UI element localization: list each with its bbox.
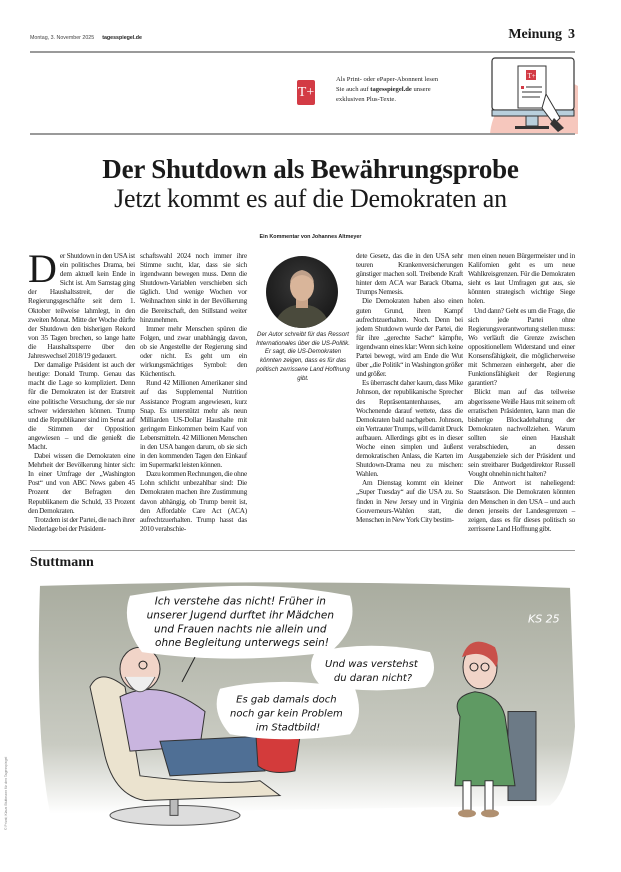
article-column-2 [140,252,247,534]
site-link[interactable]: tagesspiegel.de [102,35,142,41]
issue-date: Montag, 3. November 2025 [30,35,95,41]
bubble-line: unserer Jugend durftet ihr Mädchen [146,609,335,622]
author-caption: Der Autor schreibt für das Ressort Internationales über die US-Politik. Er sagt, die US-Demokraten könnten zeigen, dass es für das politisch zerrissene Land Hoffnung gibt. [256,331,350,382]
paragraph: schaftswahl 2024 noch immer ihre Stimme sucht, klar, dass sie sich irgendwann bewegen muss. Denn die Shutdown-Variablen verschieben sich täglich. Und wenige Wochen vor Weihnachten sinkt in der Bevölkerung die Bereitschaft, den Stillstand weiter hinzunehmen. [140,252,247,324]
epaper-illustration-icon [460,56,578,134]
drop-cap: D [28,246,57,291]
svg-text:Ich verstehe das nicht! Früher [147,596,338,649]
paragraph: Dazu kommen Rechnungen, die ohne Lohn schlicht unbezahlbar sind: Die Demokraten machen ihre Zustimmung davon abhängig, ob Trump bereit ist, den Affordable Care Act (ACA) aufrechtzuerhalten. Trump hasst das 2010 verabschie- [140,470,247,533]
bubble-line: du daran nicht? [333,672,413,684]
author-photo [266,256,338,328]
paragraph: Trotzdem ist der Partei, die nach ihrer Niederlage bei der Präsident- [28,515,135,533]
promo-line: Als Print- oder ePaper-Abonnent lesen [336,76,439,83]
paragraph: Und dann? Geht es um die Frage, die sich jede Partei ohne Regierungsverantwortung stellen muss: Wo verläuft die Grenze zwischen oppositionellem Widerstand und einer Konsensfähigkeit, die möglicherweise mit Schmerzen einhergeht, aber die Funktionsfähigkeit der Regierung garantiert? [468,306,575,388]
tplus-logo-icon: T+ [297,80,315,105]
paragraph: Es überrascht daher kaum, dass Mike Johnson, der republikanische Sprecher des Repräsentantenhauses, am Wochenende darauf wettete, dass die Demokraten bald nachgeben. Johnson, ein Vertrauter Trumps, will damit Druck aufbauen. Allerdings gibt es in dieser Woche einen simplen und äußerst demokratischen Anlass, die Karten im Shutdown-Drama neu zu mischen: Wahlen. [356,379,463,479]
bubble-line: Ich verstehe das nicht! Früher in [154,595,326,608]
bubble-line: und Frauen nachts nie allein und [154,623,327,636]
cartoon-illustration [30,578,580,850]
article-rule [30,550,575,551]
dateline [30,35,142,41]
article-column-4 [468,252,575,534]
artist-signature: KS 25 [528,612,560,626]
promo-text-post: unsere [411,85,431,93]
article-byline: Ein Kommentar von Johannes Altmeyer [259,234,362,240]
page-number: 3 [568,27,575,42]
paragraph: Immer mehr Menschen spüren die Folgen, und zwar unabhängig davon, ob sie Angestellte der Regierung sind oder nicht. Es geht um ein wirkungsmächtiges Symbol: den Küchentisch. [140,324,247,379]
paragraph: Rund 42 Millionen Amerikaner sind auf das Supplemental Nutrition Assistance Program angewiesen, kurz Snap. Es unterstützt mehr als neun Milliarden US-Dollar Haushalte mit geringem Einkommen beim Kauf von Lebensmitteln. 42 Millionen Menschen in den USA bangen darum, ob sie sich in den kommenden Tagen den Einkauf im Supermarkt leisten können. [140,379,247,470]
article-headline: Der Shutdown als Bewährungsprobe [102,154,519,184]
section-name: Meinung [508,27,562,42]
article-column-3 [356,252,463,525]
cartoon-title: Stuttmann [30,555,94,570]
paragraph: dete Gesetz, das die in den USA sehr teuren Krankenversicherungen günstiger machen soll. Treibende Kraft hinter dem ACA war Barack Obama, Trumps Nemesis. [356,252,463,297]
paragraph: Dabei wissen die Demokraten eine Mehrheit der Bevölkerung hinter sich: In einer Umfrage der „Washington Post“ und von ABC News gaben 45 Prozent der Befragten den Republikanern die Schuld, 33 Prozent den Demokraten. [28,452,135,515]
promo-text-pre: Sie auch auf [336,85,371,93]
bubble-line: ohne Begleitung unterwegs sein! [155,637,329,650]
promo-rule [30,133,575,135]
promo-link[interactable]: tagesspiegel.de [370,85,412,93]
paragraph: Am Dienstag kommt ein kleiner „Super Tuesday“ auf die USA zu. So finden in New Jersey und in Virginia Gouverneurs-Wahlen statt, die Menschen in New York City bestim- [356,479,463,524]
bubble-line: im Stadtbild! [255,722,321,734]
paragraph: Blickt man auf das teilweise abgerissene Weiße Haus mit seinem oft erratischen Präsidenten, kann man die bisherige Blockadehaltung der Demokraten nachvollziehen. Warum sollten sie einen Haushalt verabschieden, an dessen Ausgabenziele sich der Präsident und sein streitbarer Budgetdirektor Russell Vought ohnehin nicht halten? [468,388,575,479]
bubble-line: Es gab damals doch [236,694,337,706]
paragraph: men einen neuen Bürgermeister und in Kalifornien geht es um neue Wahlkreisgrenzen. Für die Demokraten sieht es laut Umfragen gut aus, sie könnten strategisch wichtige Siege holen. [468,252,575,306]
illustration-logo: T+ [527,72,536,80]
article-subhead: Jetzt kommt es auf die Demokraten an [114,184,507,213]
speech-bubble-woman [311,646,434,691]
image-credit: © Privat; Klaus Stuttmann für den Tagesspiegel [4,756,8,830]
paragraph: er Shutdown in den USA ist ein politisches Drama, bei dem aktuell kein Ende in Sicht ist. Am Samstag ging der Haushaltsstreit, der die Regierungsgeschäfte seit dem 1. Oktober teilweise lahmlegt, in den zweiten Monat. Mitte der Woche dürfte der Shutdown den bisherigen Rekord von 35 Tagen brechen, so lange hatte die Haushaltssperre über den Jahreswechsel 2018/19 gedauert. [28,252,135,361]
paragraph: Die Antwort ist naheliegend: Staatsräson. Die Demokraten könnten den Menschen in den USA – und auch denen jenseits der Landesgrenzen – zeigen, dass es für dieses politisch so zerrissene Land Hoffnung gibt. [468,479,575,533]
paragraph: Die Demokraten haben also einen guten Grund, ihren Kampf aufrechtzuerhalten. Noch. Denn bei jedem Shutdown wurde der Partei, die für ihre „gerechte Sache“ kämpfte, irgendwann eines klar: Wenn sich keine Partei bewegt, wird am Ende die Wut über „die Politik“ in Washington größer und größer. [356,297,463,379]
speech-bubble-man-2 [217,682,359,739]
promo-line: exklusiven Plus-Texte. [336,95,396,103]
bubble-line: noch gar kein Problem [230,708,343,720]
paragraph: Der damalige Präsident ist auch der heutige: Donald Trump. Genau das macht die Lage so kompliziert. Denn für die Demokraten ist der Etatstreit eine politische Versuchung, der sie nur schwer widerstehen können. Trump und die Republikaner sind im Senat auf die Stimmen der Opposition angewiesen – und die genießt die Macht. [28,361,135,451]
article-column-1 [28,246,135,534]
bubble-line: Und was verstehst [325,659,418,671]
author-portrait-icon [266,256,338,328]
header-rule [30,51,575,53]
section-heading [508,27,575,43]
